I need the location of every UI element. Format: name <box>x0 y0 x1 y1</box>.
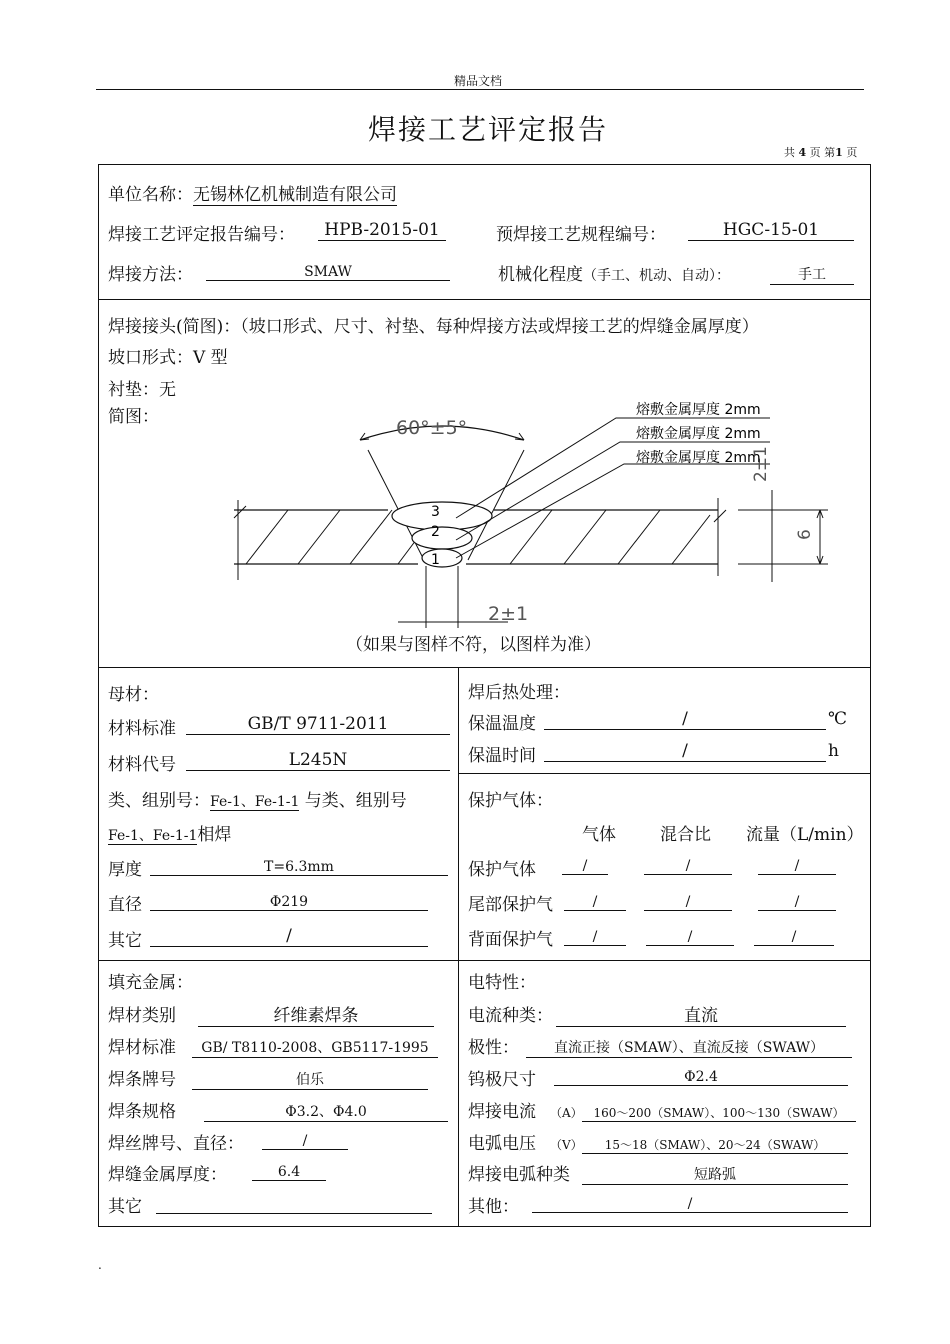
backing: 衬垫：无 <box>108 380 176 400</box>
base-group-row-2 <box>108 820 231 845</box>
pwht-heading: 焊后热处理： <box>468 683 570 703</box>
group-1: Fe-1、Fe-1-1 <box>210 794 300 810</box>
pwht-temp-label: 保温温度 <box>468 714 536 734</box>
base-standard-label: 材料标准 <box>108 719 176 739</box>
shield-row-3-gas: / <box>564 929 626 946</box>
unit-value: 无锡林亿机械制造有限公司 <box>193 185 397 205</box>
method-value: SMAW <box>206 264 450 281</box>
page-num-suffix: 页 <box>846 146 858 159</box>
electrical-heading: 电特性： <box>468 973 536 993</box>
base-thickness-label: 厚度 <box>108 860 142 880</box>
mechanization-label-text: 机械化程度 <box>498 265 583 285</box>
thickness-dim-label: 6 <box>795 529 815 540</box>
group-tail: 相焊 <box>197 825 232 845</box>
tungsten-value: Φ2.4 <box>554 1069 848 1086</box>
doc-header-label: 精品文档 <box>454 74 503 88</box>
filler-deposit-value: 6.4 <box>252 1164 326 1181</box>
base-grade-label: 材料代号 <box>108 755 176 775</box>
angle-label: 60°±5° <box>396 417 468 439</box>
filler-wire-label: 焊丝牌号、直径： <box>108 1134 244 1154</box>
header-rule <box>96 89 864 90</box>
pwht-time-unit: h <box>828 741 839 761</box>
mechanization-label <box>498 260 730 285</box>
filler-brand-label: 焊条牌号 <box>108 1070 176 1090</box>
weld-current-label: 焊接电流 <box>468 1102 536 1122</box>
filler-brand-value: 伯乐 <box>192 1069 428 1090</box>
weld-current-value: 160～200（SMAW）、100～130（SWAW） <box>582 1104 856 1122</box>
mechanization-hint: （手工、机动、自动）： <box>583 268 730 284</box>
filler-other-value <box>156 1192 432 1214</box>
current-type-value: 直流 <box>556 1001 846 1027</box>
filler-other-label: 其它 <box>108 1197 142 1217</box>
arc-type-value: 短路弧 <box>582 1164 848 1185</box>
pwps-no-label: 预焊接工艺规程编号： <box>496 225 666 245</box>
current-type-label: 电流种类： <box>468 1006 553 1026</box>
pwht-temp-value: / <box>544 709 826 730</box>
page-total-suffix: 页 <box>809 146 821 159</box>
shielding-heading: 保护气体： <box>468 791 553 811</box>
arc-type-label: 焊接电弧种类 <box>468 1165 570 1185</box>
shield-row-1-label: 保护气体 <box>468 860 536 880</box>
base-other-value: / <box>150 926 428 947</box>
polarity-value: 直流正接（SMAW）、直流反接（SWAW） <box>526 1037 852 1058</box>
base-other-label: 其它 <box>108 931 142 951</box>
pass-3-label: 3 <box>431 504 440 520</box>
group-mid: 与类、组别号 <box>304 791 407 811</box>
joint-sketch <box>98 390 870 640</box>
shield-row-1-mix: / <box>644 858 732 875</box>
column-divider <box>458 667 459 1227</box>
electrical-other-value: / <box>532 1196 848 1213</box>
col-mix: 混合比 <box>660 825 711 845</box>
filler-standard-label: 焊材标准 <box>108 1038 176 1058</box>
callout-3: 熔敷金属厚度 2mm <box>636 402 761 418</box>
callout-1: 熔敷金属厚度 2mm <box>636 450 761 466</box>
shield-row-1-flow: / <box>758 858 836 875</box>
col-flow: 流量（L/min） <box>746 825 864 845</box>
filler-size-value: Φ3.2、Φ4.0 <box>204 1101 448 1122</box>
filler-standard-value: GB/ T8110-2008、GB5117-1995 <box>192 1037 438 1058</box>
footer-dot: . <box>98 1258 102 1272</box>
right-divider <box>458 773 871 774</box>
row-divider-2 <box>98 667 871 668</box>
pwps-no-value: HGC-15-01 <box>688 220 854 241</box>
base-diameter-label: 直径 <box>108 895 142 915</box>
pwht-time-value: / <box>544 741 826 762</box>
shield-row-1-gas: / <box>562 858 608 875</box>
unit-row <box>108 180 397 205</box>
arc-voltage-value: 15～18（SMAW）、20～24（SWAW） <box>582 1136 848 1154</box>
page-num-prefix: 第 <box>824 146 836 159</box>
base-grade-value: L245N <box>186 750 450 771</box>
joint-heading: 焊接接头(简图)：（坡口形式、尺寸、衬垫、每种焊接方法或焊接工艺的焊缝金属厚度） <box>108 317 759 337</box>
shield-row-2-label: 尾部保护气 <box>468 895 553 915</box>
unit-label: 单位名称： <box>108 185 193 205</box>
pass-2-label: 2 <box>431 524 440 540</box>
weld-current-unit: （A） <box>550 1106 583 1120</box>
mechanization-value: 手工 <box>770 264 854 285</box>
base-group-row <box>108 786 407 811</box>
filler-wire-value: / <box>262 1133 348 1150</box>
method-label: 焊接方法： <box>108 265 193 285</box>
callout-2: 熔敷金属厚度 2mm <box>636 426 761 442</box>
shield-row-3-label: 背面保护气 <box>468 930 553 950</box>
filler-size-label: 焊条规格 <box>108 1102 176 1122</box>
gap-label: 2±1 <box>488 603 529 625</box>
rf-label: 2±1 <box>751 446 771 482</box>
col-gas: 气体 <box>582 825 616 845</box>
tungsten-label: 钨极尺寸 <box>468 1070 536 1090</box>
groove-type: 坡口形式：V 型 <box>108 348 228 368</box>
pwht-time-label: 保温时间 <box>468 746 536 766</box>
shield-row-2-mix: / <box>644 894 732 911</box>
arc-voltage-unit: （V） <box>550 1138 583 1152</box>
base-thickness-value: T=6.3mm <box>150 859 448 876</box>
report-no-value: HPB-2015-01 <box>318 220 446 241</box>
sketch-label: 简图： <box>108 407 159 427</box>
shield-row-3-flow: / <box>754 929 834 946</box>
page-total: 4 <box>798 146 807 159</box>
filler-deposit-label: 焊缝金属厚度： <box>108 1165 227 1185</box>
pwht-temp-unit: ℃ <box>828 709 848 729</box>
filler-heading: 填充金属： <box>108 973 193 993</box>
row-divider-3 <box>98 960 871 961</box>
base-metal-heading: 母材： <box>108 685 159 705</box>
group-label: 类、组别号： <box>108 791 210 811</box>
polarity-label: 极性： <box>468 1038 519 1058</box>
group-2: Fe-1、Fe-1-1 <box>108 828 198 844</box>
shield-row-3-mix: / <box>646 929 734 946</box>
base-standard-value: GB/T 9711-2011 <box>186 714 450 735</box>
arc-voltage-label: 电弧电压 <box>468 1134 536 1154</box>
page-title: 焊接工艺评定报告 <box>368 113 609 146</box>
page-info <box>784 144 857 160</box>
sketch-note: （如果与图样不符，以图样为准） <box>346 635 601 655</box>
pass-1-label: 1 <box>431 552 440 568</box>
electrical-other-label: 其他： <box>468 1197 519 1217</box>
shield-row-2-flow: / <box>758 894 836 911</box>
row-divider-1 <box>98 299 871 300</box>
filler-type-value: 纤维素焊条 <box>198 1001 434 1027</box>
report-no-label: 焊接工艺评定报告编号： <box>108 225 295 245</box>
shield-row-2-gas: / <box>564 894 626 911</box>
filler-type-label: 焊材类别 <box>108 1006 176 1026</box>
page-total-prefix: 共 <box>784 146 795 159</box>
base-diameter-value: Φ219 <box>150 894 428 911</box>
page-num: 1 <box>835 146 843 159</box>
